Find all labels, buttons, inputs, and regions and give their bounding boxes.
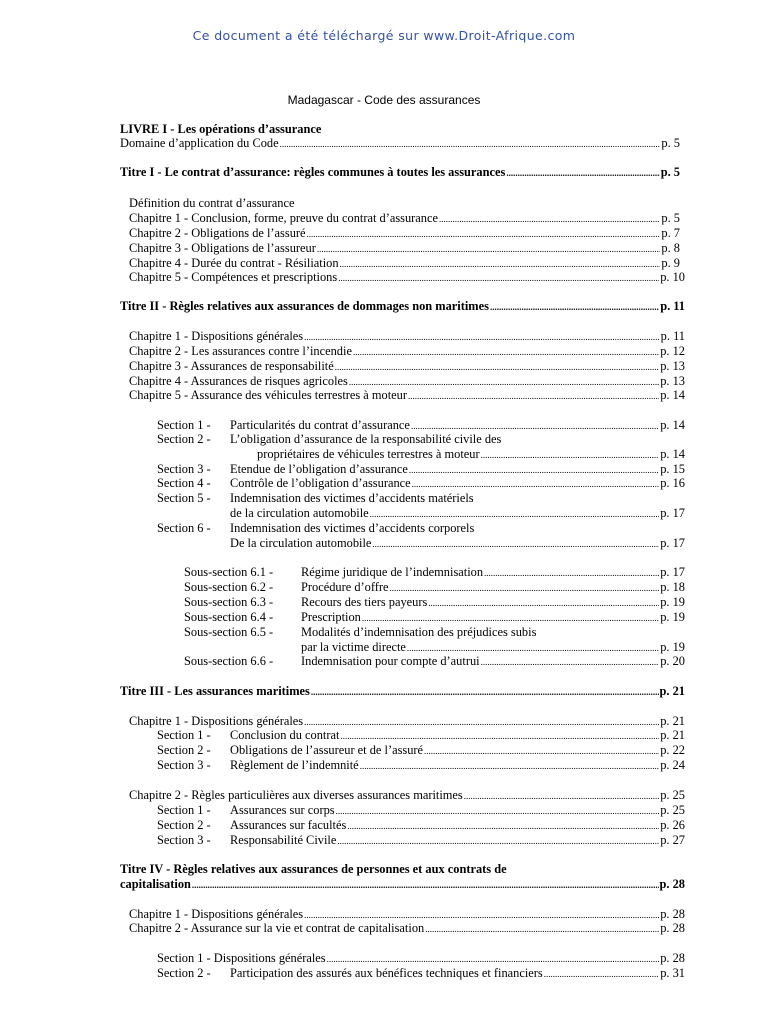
toc-entry[interactable] xyxy=(129,714,685,729)
entry-label: Titre III - Les assurances maritimes xyxy=(120,684,310,698)
entry-label: Responsabilité Civile xyxy=(230,833,337,847)
dot-leader xyxy=(428,595,659,611)
toc-entry[interactable] xyxy=(129,241,680,256)
toc-entry[interactable] xyxy=(230,418,685,433)
entry-page: p. 14 xyxy=(660,388,685,402)
entry-label: Prescription xyxy=(301,610,361,624)
dot-leader xyxy=(327,951,660,967)
subsection-number: Sous-section 6.5 - xyxy=(184,625,274,639)
titre-heading[interactable] xyxy=(120,165,680,180)
entry-label-line1[interactable]: L’obligation d’assurance de la responsabilité civile des xyxy=(230,432,502,446)
entry-label: par la victime directe xyxy=(301,640,406,654)
dot-leader xyxy=(372,536,659,552)
toc-entry[interactable] xyxy=(230,536,685,551)
entry-page: p. 27 xyxy=(660,833,685,847)
entry-label: Etendue de l’obligation d’assurance xyxy=(230,462,408,476)
dot-leader xyxy=(464,788,659,804)
toc-entry[interactable] xyxy=(230,818,685,833)
entry-label: Chapitre 3 - Assurances de responsabilité xyxy=(129,359,334,373)
entry-page: p. 19 xyxy=(660,640,685,654)
toc-entry[interactable] xyxy=(230,803,685,818)
entry-label: Chapitre 2 - Assurance sur la vie et contrat de capitalisation xyxy=(129,921,425,935)
dot-leader xyxy=(353,344,659,360)
toc-entry[interactable] xyxy=(301,580,685,595)
titre-heading[interactable] xyxy=(120,299,685,314)
dot-leader xyxy=(390,580,660,596)
entry-label: Section 1 - Dispositions générales xyxy=(157,951,326,965)
toc-entry[interactable] xyxy=(257,447,685,462)
entry-label-line1[interactable]: Indemnisation des victimes d’accidents matériels xyxy=(230,491,474,505)
entry-label: Titre II - Règles relatives aux assurances de dommages non maritimes xyxy=(120,299,489,313)
dot-leader xyxy=(412,476,660,492)
toc-entry[interactable] xyxy=(129,256,680,271)
dot-leader xyxy=(338,270,659,286)
dot-leader xyxy=(347,818,659,834)
entry-label: Régime juridique de l’indemnisation xyxy=(301,565,484,579)
entry-label: Assurances sur facultés xyxy=(230,818,347,832)
dot-leader xyxy=(439,211,660,227)
document-title: Madagascar - Code des assurances xyxy=(287,93,481,107)
entry-label: Indemnisation pour compte d’autrui xyxy=(301,654,480,668)
dot-leader xyxy=(335,359,659,375)
entry-page: p. 10 xyxy=(660,270,685,284)
entry-label: Chapitre 1 - Conclusion, forme, preuve du contrat d’assurance xyxy=(129,211,438,225)
entry-page: p. 11 xyxy=(660,299,685,313)
subsection-number: Sous-section 6.1 - xyxy=(184,565,274,579)
section-number: Section 2 - xyxy=(157,966,211,980)
section-number: Section 2 - xyxy=(157,432,211,446)
section-number: Section 3 - xyxy=(157,462,211,476)
entry-page: p. 28 xyxy=(659,877,685,891)
entry-page: p. 18 xyxy=(660,580,685,594)
entry-page: p. 21 xyxy=(660,728,685,742)
dot-leader xyxy=(506,165,659,181)
entry-page: p. 16 xyxy=(660,476,685,490)
entry-label: Règlement de l’indemnité xyxy=(230,758,359,772)
subsection-number: Sous-section 6.6 - xyxy=(184,654,274,668)
dot-leader xyxy=(425,921,659,937)
toc-entry[interactable] xyxy=(129,921,685,936)
entry-label: Conclusion du contrat xyxy=(230,728,340,742)
entry-label: Chapitre 2 - Règles particulières aux diverses assurances maritimes xyxy=(129,788,463,802)
entry-label: Assurances sur corps xyxy=(230,803,335,817)
download-banner[interactable]: Ce document a été téléchargé sur www.Droit-Afrique.com xyxy=(192,28,576,43)
entry-label: Chapitre 4 - Assurances de risques agricoles xyxy=(129,374,348,388)
entry-page: p. 14 xyxy=(660,447,685,461)
dot-leader xyxy=(337,833,659,849)
entry-page: p. 13 xyxy=(660,374,685,388)
titre-heading[interactable] xyxy=(120,877,685,892)
livre-heading: LIVRE I - Les opérations d’assurance xyxy=(120,122,322,136)
entry-page: p. 9 xyxy=(661,256,680,270)
toc-entry[interactable] xyxy=(129,359,685,374)
subsection-number: Sous-section 6.2 - xyxy=(184,580,274,594)
entry-page: p. 19 xyxy=(660,595,685,609)
entry-page: p. 19 xyxy=(660,610,685,624)
toc-entry[interactable] xyxy=(129,788,685,803)
entry-page: p. 28 xyxy=(660,921,685,935)
dot-leader xyxy=(370,506,660,522)
dot-leader xyxy=(481,447,660,463)
toc-entry[interactable] xyxy=(129,374,685,389)
toc-entry[interactable] xyxy=(230,728,685,743)
entry-page: p. 14 xyxy=(660,418,685,432)
entry-label: Titre I - Le contrat d’assurance: règles communes à toutes les assurances xyxy=(120,165,506,179)
toc-entry[interactable] xyxy=(129,907,685,922)
entry-page: p. 26 xyxy=(660,818,685,832)
entry-page: p. 24 xyxy=(660,758,685,772)
section-number: Section 5 - xyxy=(157,491,211,505)
toc-entry[interactable] xyxy=(129,270,685,285)
section-number: Section 3 - xyxy=(157,833,211,847)
entry-page: p. 22 xyxy=(660,743,685,757)
entry-label: Participation des assurés aux bénéfices techniques et financiers xyxy=(230,966,543,980)
entry-page: p. 17 xyxy=(660,506,685,520)
toc-entry[interactable] xyxy=(301,610,685,625)
toc-entry[interactable] xyxy=(301,640,685,655)
toc-entry[interactable] xyxy=(230,758,685,773)
entry-page: p. 25 xyxy=(660,803,685,817)
entry-label: capitalisation xyxy=(120,877,191,891)
entry-page: p. 21 xyxy=(660,714,685,728)
toc-entry[interactable] xyxy=(230,476,685,491)
toc-entry-definition[interactable]: Définition du contrat d’assurance xyxy=(129,196,295,210)
entry-label: Chapitre 5 - Compétences et prescriptions xyxy=(129,270,338,284)
toc-entry[interactable] xyxy=(129,344,685,359)
entry-page: p. 11 xyxy=(660,329,685,343)
section-number: Section 2 - xyxy=(157,818,211,832)
entry-page: p. 28 xyxy=(660,951,685,965)
toc-entry[interactable] xyxy=(230,743,685,758)
entry-page: p. 7 xyxy=(661,226,680,240)
dot-leader xyxy=(304,329,660,345)
toc-entry[interactable] xyxy=(129,211,680,226)
dot-leader xyxy=(360,758,660,774)
entry-page: p. 28 xyxy=(660,907,685,921)
entry-label: Obligations de l’assureur et de l’assuré xyxy=(230,743,424,757)
entry-page: p. 5 xyxy=(661,211,680,225)
section-number: Section 1 - xyxy=(157,803,211,817)
subsection-number: Sous-section 6.4 - xyxy=(184,610,274,624)
entry-label: Chapitre 2 - Les assurances contre l’incendie xyxy=(129,344,352,358)
entry-page: p. 21 xyxy=(659,684,685,698)
entry-label: Chapitre 5 - Assurance des véhicules terrestres à moteur xyxy=(129,388,408,402)
dot-leader xyxy=(490,299,659,315)
entry-label: propriétaires de véhicules terrestres à moteur xyxy=(257,447,480,461)
dot-leader xyxy=(481,654,660,670)
entry-label: Chapitre 1 - Dispositions générales xyxy=(129,329,304,343)
titre-heading[interactable] xyxy=(120,684,685,699)
dot-leader xyxy=(544,966,659,982)
entry-label: Chapitre 1 - Dispositions générales xyxy=(129,907,304,921)
entry-page: p. 13 xyxy=(660,359,685,373)
entry-page: p. 31 xyxy=(660,966,685,980)
entry-page: p. 17 xyxy=(660,536,685,550)
toc-entry[interactable] xyxy=(230,462,685,477)
titre-heading-line1[interactable]: Titre IV - Règles relatives aux assurances de personnes et aux contrats de xyxy=(120,862,507,876)
dot-leader xyxy=(484,565,659,581)
section-number: Section 4 - xyxy=(157,476,211,490)
entry-page: p. 5 xyxy=(661,136,680,150)
toc-entry[interactable] xyxy=(230,506,685,521)
entry-label: Domaine d’application du Code xyxy=(120,136,279,150)
entry-page: p. 12 xyxy=(660,344,685,358)
toc-entry[interactable] xyxy=(129,388,685,403)
entry-label: Recours des tiers payeurs xyxy=(301,595,428,609)
entry-page: p. 5 xyxy=(660,165,680,179)
toc-entry[interactable] xyxy=(301,595,685,610)
entry-label: Chapitre 1 - Dispositions générales xyxy=(129,714,304,728)
dot-leader xyxy=(311,684,659,700)
dot-leader xyxy=(307,226,661,242)
dot-leader xyxy=(317,241,661,257)
entry-label: Contrôle de l’obligation d’assurance xyxy=(230,476,411,490)
dot-leader xyxy=(424,743,659,759)
section-number: Section 2 - xyxy=(157,743,211,757)
entry-label-line1[interactable]: Modalités d’indemnisation des préjudices subis xyxy=(301,625,537,639)
dot-leader xyxy=(340,728,659,744)
toc-entry[interactable] xyxy=(230,966,685,981)
entry-page: p. 20 xyxy=(660,654,685,668)
section-number: Section 1 - xyxy=(157,728,211,742)
subsection-number: Sous-section 6.3 - xyxy=(184,595,274,609)
section-number: Section 3 - xyxy=(157,758,211,772)
toc-entry[interactable] xyxy=(129,329,685,344)
entry-label-line1[interactable]: Indemnisation des victimes d’accidents corporels xyxy=(230,521,475,535)
entry-label: Chapitre 2 - Obligations de l’assuré xyxy=(129,226,306,240)
entry-label: Chapitre 3 - Obligations de l’assureur xyxy=(129,241,316,255)
section-number: Section 6 - xyxy=(157,521,211,535)
entry-label: de la circulation automobile xyxy=(230,506,369,520)
entry-label: Particularités du contrat d’assurance xyxy=(230,418,410,432)
entry-label: De la circulation automobile xyxy=(230,536,372,550)
entry-label: Procédure d’offre xyxy=(301,580,389,594)
dot-leader xyxy=(192,877,659,893)
section-number: Section 1 - xyxy=(157,418,211,432)
entry-page: p. 17 xyxy=(660,565,685,579)
entry-page: p. 25 xyxy=(660,788,685,802)
entry-label: Chapitre 4 - Durée du contrat - Résiliation xyxy=(129,256,339,270)
dot-leader xyxy=(280,136,661,152)
entry-page: p. 8 xyxy=(661,241,680,255)
toc-entry[interactable] xyxy=(230,833,685,848)
toc-entry[interactable] xyxy=(301,565,685,580)
dot-leader xyxy=(362,610,659,626)
dot-leader xyxy=(408,388,659,404)
toc-entry[interactable] xyxy=(129,226,680,241)
toc-entry[interactable] xyxy=(301,654,685,669)
toc-entry[interactable] xyxy=(120,136,680,151)
dot-leader xyxy=(336,803,660,819)
entry-page: p. 15 xyxy=(660,462,685,476)
toc-entry[interactable] xyxy=(157,951,685,966)
